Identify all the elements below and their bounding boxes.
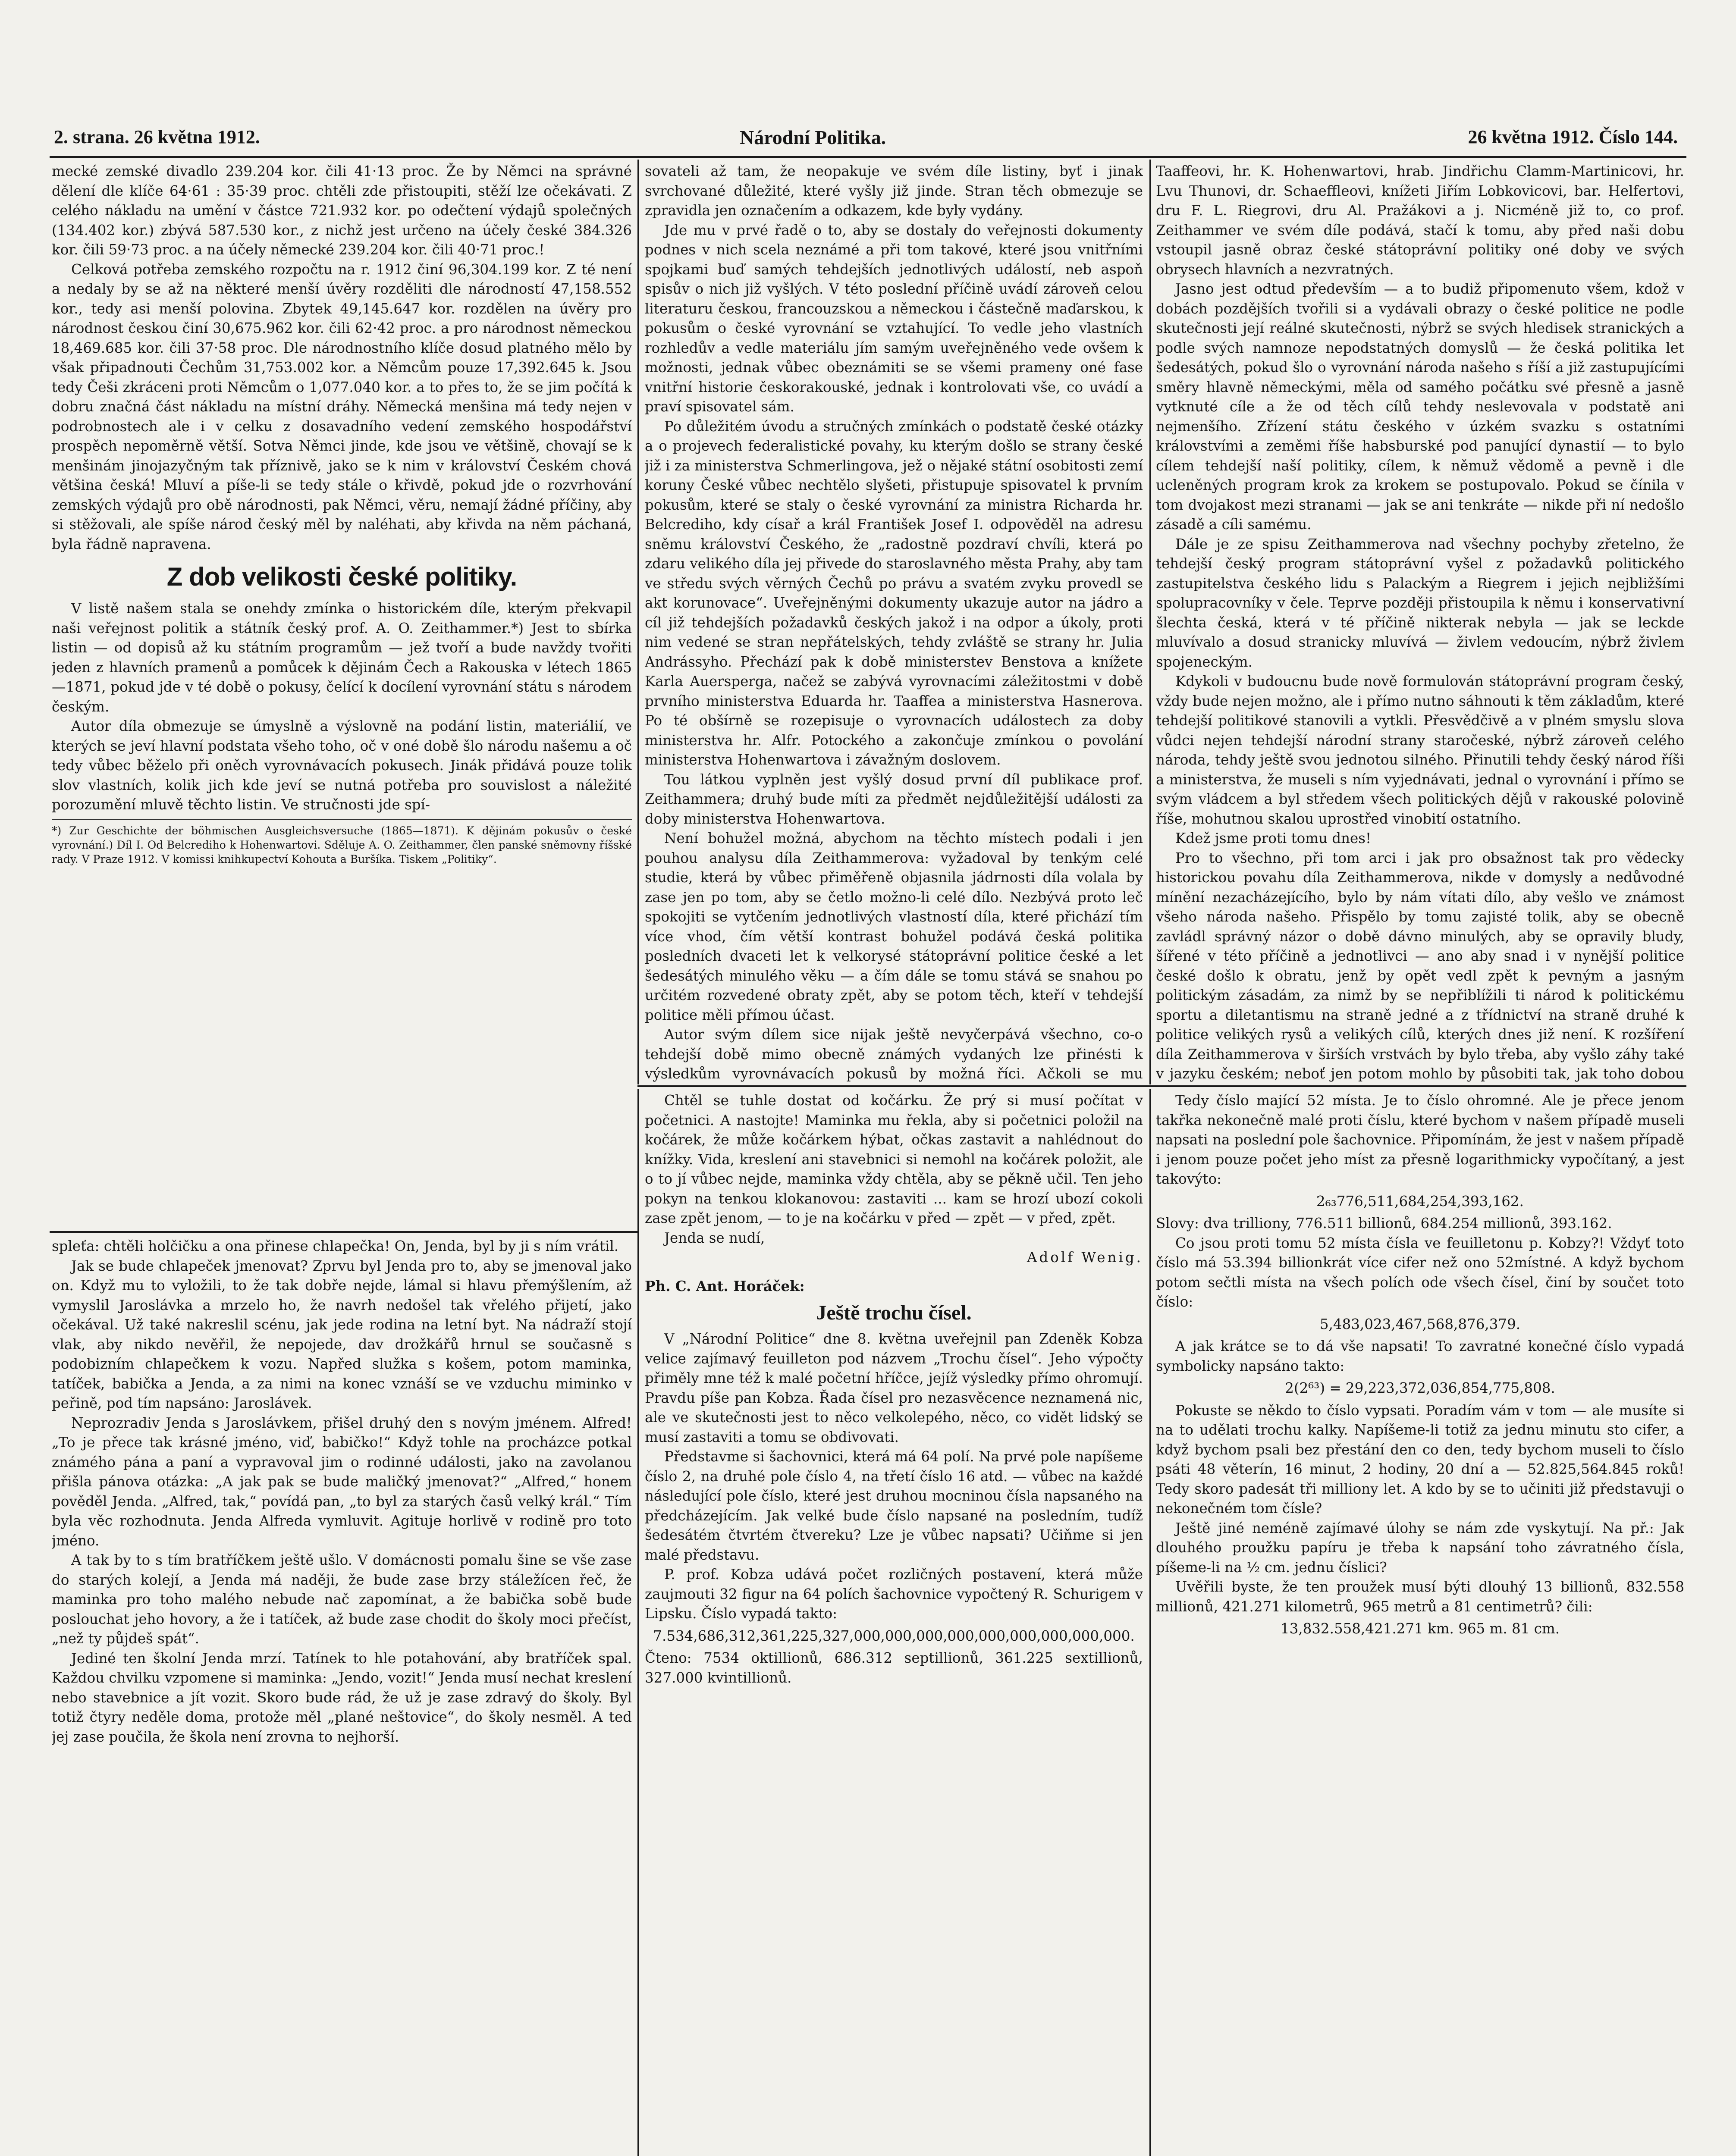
article-headline: Z dob velikosti české politiky. [166, 562, 517, 591]
author-signature: Adolf Wenig. [1027, 1249, 1143, 1266]
paragraph: Představme si šachovnici, která má 64 polí. Na prvé pole napíšeme číslo 2, na druhé pole číslo 4, na třetí číslo 16 atd. — vůbec na každé následující pole číslo, které jest druhou mocninou čísla napsaného na předcházejícím. Jak velké bude číslo napsané na posledním, tudíž šedesátém čtvrtém čtvereku? Lze je vůbec napsati? Učiňme si jen malé představu. [645, 1448, 1143, 1563]
paragraph: Kdykoli v budoucnu bude nově formulován státoprávní program český, vždy bude nejen možno, ale i přímo nutno sáhnouti k těm základům, které tehdejší politikové stanovili a vytkli. Přesvědčivě a v plném smyslu slova vůdci nejen tehdejší národní strany staročeské, nýbrž zároveň celého národa, tehdy ještě svou jednotou silného. Přinutili tehdy český národ říši a ministerstva, že museli s ním vyjednávati, jednal o vyrovnání i přímo se svým vládcem a byl středem všech politických dějů v rakouské polovině říše, mohutnou skalou uprostřed vinobití ostatního. [1156, 673, 1684, 827]
paragraph: Dále je ze spisu Zeithammerova nad všechny pochyby zřetelno, že tehdejší český program státoprávní vyšel z požadavků politického zastupitelstva českého lidu s Palackým a Riegrem i jejich nejbližšími spolupracovníky v čele. Teprve později přistoupila k němu i konservativní šlechta česká, která v té příčině nikterak nebyla — jak se leckde mluvívalo a dosud stranicky mluvívá — živlem vedoucím, nýbrž živlem spojeneckým. [1156, 536, 1684, 670]
large-number: 2₆₃776,511,684,254,393,162. [1316, 1193, 1524, 1210]
paragraph: mecké zemské divadlo 239.204 kor. čili 41·13 proc. Že by Němci na správné dělení dle klíče 64·61 : 35·39 proc. chtěli zde přistoupiti, stěží lze očekávati. Z celého nákladu na umění v částce 721.932 kor. po odečtení výdajů společných (134.402 kor.) zbývá 587.530 kor., z nichž jest určeno na účely české 384.326 kor. čili 59·73 proc. a na účely německé 239.204 kor. čili 40·71 proc.! [52, 163, 632, 258]
paragraph: Není bohužel možná, abychom na těchto místech podali i jen pouhou analysu díla Zeithammerova: vyžadoval by tenkým celé studie, která by vůbec přiměřeně objasnila jádrnosti díla volala by zase jen po tom, aby se četlo možno-li celé dílo. Nezbývá proto leč spokojiti se vytčením jednotlivých vlastností díla, které přichází tím více vhod, čím větší kontrast bohužel podává česká politika posledních dvaceti let k velkorysé státoprávní politice české a let šedesátých minulého věku — a čím dále se tomu stává se snahou po určitém rozvedené obraty zpět, aby se potom těch, kteří v tehdejší politice měli přímou účast. [645, 830, 1143, 1023]
header-date-issue: 26 května 1912. Číslo 144. [1468, 126, 1678, 147]
paragraph: Tedy číslo mající 52 místa. Je to číslo ohromné. Ale je přece jenom takřka nekonečně malé proti číslu, které bychom v našem případě museli napsati na poslední pole šachovnice. Připomínám, že jest v našem případě i jenom pouze počet jeho míst za přesně logarithmicky vypočítaný, a jest takovýto: [1156, 1092, 1684, 1187]
article-headline: Ještě trochu čísel. [816, 1301, 972, 1324]
paragraph: Slovy: dva trilliony, 776.511 billionů, 684.254 millionů, 393.162. [1156, 1215, 1612, 1232]
paragraph: Pro to všechno, při tom arci i jak pro obsažnost tak pro vědecky historickou povahu díla Zeithammerova, nikde v domysly a nedůvodné mínění nezacházejícího, bylo by nám vítati dílo, aby vešlo ve známost všeho národa našeho. Přispělo by tomu zajisté tolik, aby se obecně zavládl správný názor o době dávno minulých, aby se opravily bludy, šířené v této příčině a jednotlivci — ano aby snad i v nynější politice české došlo k obratu, jenž by opět vedl zpět k pevným a jasným politickým zásadám, za nimž by se nepřiblížili ti národ k politickému sportu a diletantismu na straně jedné a z třídnictví na straně druhé k politice velikých rysů a velikých cílů, kterých dnes již není. K rozšíření díla Zeithammerova v širších vrstvách by bylo třeba, aby vyšlo záhy také v jazyku českém; neboť jen potom mohlo by působiti tak, jak toho dobou [1156, 849, 1684, 1082]
paragraph: V „Národní Politice“ dne 8. května uveřejnil pan Zdeněk Kobza velice zajímavý feuilleton pod názvem „Trochu čísel“. Jeho výpočty přiměly mne též k malé početní hříčce, jejíž výsledky přímo ohromují. Pravdu píše pan Kobza. Řada čísel pro nezasvěcence neznamená nic, ale ve skutečnosti jest to něco velkolepého, něco, co vidět lidský se musí zastaviti a tomu se obdivovati. [645, 1331, 1143, 1445]
section-rule [50, 1231, 637, 1233]
author-byline: Ph. C. Ant. Horáček: [645, 1277, 805, 1294]
header-masthead: Národní Politika. [740, 126, 886, 148]
paragraph: V listě našem stala se onehdy zmínka o historickém díle, kterým překvapil naši veřejnost politik a státník český prof. A. O. Zeithammer.*) Jest to sbírka listin — od dopisů až ku státním programům — jež tvoří a bude navždy tvořiti jeden z hlavních pramenů a pomůcek k dějinám Čech a Rakouska v létech 1865—1871, pokud jde v té době o pokusy, čelící k docílení vyrovnání státu s národem českým. [52, 600, 632, 715]
header-page-date: 2. strana. 26 května 1912. [54, 126, 260, 147]
large-number: 5,483,023,467,568,876,379. [1319, 1316, 1521, 1332]
paragraph: Jediné ten školní Jenda mrzí. Tatínek to hle potahování, aby bratříček spal. Každou chvilku vzpomene si maminka: „Jendo, vozit!“ Jenda musí nechat kreslení nebo stavebnice a jít vozit. Skoro bude rád, že už je zase zdravý do školy. Byl totiž čtyry neděle doma, protože měl „plané neštovice“, do školy nesměl. A ted jej zase poučila, že škola není zrovna to nejhorší. [52, 1650, 632, 1745]
column-rule [1149, 1089, 1151, 2156]
paragraph: Autor díla obmezuje se úmyslně a výslovně na podání listin, materiálií, ve kterých se jeví hlavní podstata všeho toho, oč v oné době šlo národu našemu a oč tedy vůbec běželo při oněch vyrovnávacích pokusech. Jinák přidává pouze tolik slov vlastních, kolik jich kde jeví se nutná potřeba pro souvislost a náležité porozumění mluvě těchto listin. Ve stručnosti jde spí- [52, 718, 632, 813]
paragraph: sovateli až tam, že neopakuje ve svém díle listiny, byť i jinak svrchované důležité, které vyšly již jinde. Stran těch obmezuje se zpravidla jen označením a odkazem, kde byly vydány. [645, 163, 1143, 219]
paragraph: Jenda se nudí, [664, 1229, 765, 1246]
paragraph: Jasno jest odtud především — a to budiž připomenuto všem, kdož v dobách pozdějších tvořili si a vydávali obrazy o české politice ne podle skutečnosti její reálné skutečnosti, nýbrž se svých hledisek stranických a podle svých namnoze nepodstatných domyslů — že česká politika let šedesátých, pokud šlo o vyrovnání národa našeho s říší a již zastupujícími směry hlavně německými, měla od samého počátku své přesně a jasně vytknuté cíle a že od těch cílů tehdy neslevovala v podstatě ani nejmenšího. Zřízení státu českého v úzkém svazku s ostatními královstvími a zeměmi říše habsburské pod panující dynastií — to bylo cílem tehdejší naší politiky, cílem, k němuž vědomě a pevně i dle ucleněných program krok za krokem se postupovalo. Pokud se čínila v tom dvojakost mezi stranami — jak se ani tenkráte — nikde při ní nedošlo zásadě a cíli samému. [1156, 281, 1684, 533]
feuilleton-left [52, 1237, 632, 2156]
large-number: 13,832.558,421.271 km. 965 m. 81 cm. [1280, 1620, 1560, 1637]
large-number: 7.534,686,312,361,225,327,000,000,000,000,000,000,000,000,000. [653, 1627, 1135, 1644]
paragraph: Celková potřeba zemského rozpočtu na r. 1912 činí 96,304.199 kor. Z té není a nedaly by se až na některé menší úvěry rozděliti dle národností 47,158.552 kor., tedy asi menší polovina. Zbytek 49,145.647 kor. rozdělen na úvěry pro národnost českou činí 30,675.962 kor. čili 62·42 proc. a pro národnost německou 18,469.685 kor. čili 37·58 proc. Dle národnostního klíče dosud platného mělo by však připadnouti Čechům 31,753.002 kor. a Němcům pouze 17,392.645 k. Jsou tedy Češi zkráceni proti Němcům o 1,077.040 kor. a to přes to, že se jim počítá k dobru značná část nákladu na místní dráhy. Německá menšina má tedy nejen v podrobnostech ale i v celku z dosavadního vedení zemského hospodářství prospěch nepoměrně větší. Sotva Němci jinde, kde jsou ve většině, chovají se k menšinám jinojazyčným tak příznivě, jako se k nim v království Českém chová většina česká! Mluví a píše-li se tedy stále o křivdě, pokud jde o rozvrhování zemských výdajů pro obě národnosti, pak Němci, věru, nemají žádné příčiny, aby si stěžovali, ale spíše národ český měl by naléhati, aby křivda na něm páchaná, byla řádně napravena. [52, 261, 632, 552]
feuilleton-right [1156, 1091, 1684, 2156]
footnote: *) Zur Geschichte der böhmischen Ausgleichsversuche (1865—1871). K dějinám pokusův o české vyrovnání.) Díl I. Od Belcrediho k Hohenwartovi. Sdělujе A. O. Zeithammer, člen panské sněmovny říšské rady. V Praze 1912. V komissi knihkupectví Kohouta a Buršíka. Tiskem „Politiky“. [52, 819, 632, 866]
paragraph: Pokuste se někdo to číslo vypsati. Poradím vám v tom — ale musíte si na to udělati trochu kalky. Napíšeme-li totiž za jednu minutu sto cifer, a když bychom psali bez přestání den co den, tedy bychom museli to číslo psáti 48 věterín, 16 minut, 2 hodiny, 20 dní a — 52.825,564.845 roků! Tedy skoro padesát tři milliony let. A kdo by se to učiniti již představuji o nekonečném tom čísle? [1156, 1402, 1684, 1517]
paragraph: P. prof. Kobza udává počet rozličných postavení, která může zaujmouti 32 figur na 64 polích šachovnice vypočtený R. Schurigem v Lipsku. Číslo vypadá takto: [645, 1566, 1143, 1622]
paragraph: Jde mu v prvé řadě o to, aby se dostaly do veřejnosti dokumenty podnes v nich scela neznámé a při tom takové, které jsou vnitřními spojkami buď samých tehdejších jednotlivých událostí, neb aspoň spisův o nich již vyšlých. V této poslední příčině uvádí zároveň celou literaturu českou, francouzskou a německou i částečně maďarskou, k pokusům o české vyrovnání se vztahující. To vedle jeho vlastních rozhledův a vedle materiálu jím samým uveřejněného vede ovšem k možnosti, jednak vůbec obeznámiti se se všemi prameny oné fase vnitřní historie českorakouské, jednak i kontrolovati vše, co uvádí a praví spisovatel sám. [645, 222, 1143, 415]
paragraph: Autor svým dílem sice nijak ještě nevyčerpává všechno, co-o tehdejší době mimo obecně známých vydaných lze přinésti k výsledkům vyrovnávacích pokusů by možná říci. Ačkoli se mu [645, 1026, 1143, 1082]
column-rule [1149, 160, 1151, 1084]
paragraph: Co jsou proti tomu 52 místa čísla ve feuilletonu p. Kobzy?! Vždyť toto číslo má 53.394 billionkrát více cifer než ono 52místné. A když bychom potom sečtli místa na všech polích ode všech čísel, činí by součet toto číslo: [1156, 1235, 1684, 1310]
paragraph: Jak se bude chlapeček jmenovat? Zprvu byl Jenda pro to, aby se jmenoval jako on. Když mu to vyložili, to že tak dobře nejde, lámal si hlavu přemýšlením, až vymyslil Jaroslávka a mrzelo ho, že navrh nedošel tak vřelého přijetí, jako očekával. Už také nakreslil scénu, jak jede rodina na letní byt. Na nádraží stojí vlak, aby nikdo nevěřil, že nepojede, dav drožkářů hrnul se současně s podobizním chlapečkem k vozu. Napřed služka s košem, potom maminka, tatíček, babička a Jenda, a za nimi na konec vznáší se ve vzduchu miminko v peřině, pod tím napsáno: Jaroslávek. [52, 1257, 632, 1411]
column-1 [52, 162, 632, 1227]
paragraph: Tou látkou vyplněn jest vyšlý dosud první díl publikace prof. Zeithammera; druhý bude míti za předmět nejdůležitější události za doby ministerstva Hohenwartova. [645, 771, 1143, 827]
paragraph: A jak krátce se to dá vše napsati! To zavratné konečné číslo vypadá symbolicky napsáno takto: [1156, 1338, 1684, 1374]
paragraph: Ještě jiné neméně zajímavé úlohy se nám zde vyskytují. Na př.: Jak dlouhého proužku papíru je třeba k napsání toho závratného čísla, píšeme-li na ½ cm. jednu číslici? [1156, 1520, 1684, 1576]
section-rule [637, 1085, 1686, 1087]
paragraph: Taaffeovi, hr. K. Hohenwartovi, hrab. Jindřichu Clamm-Martinicovi, hr. Lvu Thunovi, dr. Schaeffleovi, knížeti Jiřím Lobkovicovi, bar. Helfertovi, dru F. L. Riegrovi, dru Al. Pražákovi a j. Nicméně již to, co prof. Zeithammer ve svém díle podává, stačí k tomu, aby před naši dobu vstoupil jasně obraz české státoprávní politiky oné doby ve svých obrysech hlavních a nezvratných. [1156, 163, 1684, 278]
header-rule [50, 156, 1686, 158]
paragraph: Chtěl se tuhle dostat od kočárku. Že prý si musí počítat v početnici. A nastojte! Maminka mu řekla, aby si početnici položil na kočárek, že může kočárkem hýbat, očkas zastavit a nahlédnout do knížky. Vida, kreslení ani stavebnici si nemohl na kočárek položit, ale o to jí vůbec nejde, maminka vždy chtěla, aby se pěkně učil. Ten jeho pokyn na tenkou klokanovou: zastaviti ... kam se hrozí ubozí cokoli zase zpět jenom, — to je na kočárku v před — zpět — v před, zpět. [645, 1092, 1143, 1226]
column-rule [637, 160, 639, 1084]
column-rule [637, 1089, 639, 2156]
paragraph: spleťa: chtěli holčičku a ona přinese chlapečka! On, Jenda, byl by ji s ním vrátil. [52, 1238, 619, 1254]
feuilleton-middle [645, 1091, 1143, 2156]
paragraph: Po důležitém úvodu a stručných zmínkách o podstatě české otázky a o projevech federalistické povahy, ku kterým došlo se strany české již i za ministerstva Schmerlingova, jež o nějaké státní osobitosti zemí koruny České vůbec nechtělo slyšeti, přistupuje spisovatel k prvním pokusům, které se staly o české vyrovnání za ministra Richarda hr. Belcrediho, kdy císař a král František Josef I. odpověděl na adresu sněmu království Českého, že „radostně pozdraví chvíli, která po zdaru velikého díla jej přivede do staroslavného města Prahy, aby tam ve středu svých věrných Čechů po právu a svatém zvyku provedl se akt korunovace“. Uveřejněnými dokumenty ukazuje autor na jádro a cíl již tehdejších požadavků českých jakož i na odpor a úkoly, proti nim vedené se stran nepřátelských, tehdy zvláště se strany hr. Julia Andrássyho. Přechází pak k době ministerstev Benstova a knížete Karla Auersperga, načež se zabývá vyrovnacími záležitostmi v době prvního ministerstva Eduarda hr. Taaffea a ministerstva Hasnerova. Po té obšírně se rozepisuje o vyrovnacích událostech za doby ministerstva hr. Alfr. Potockého a zakončuje zmínkou o povolání ministerstva Hohenwartova i závažným doslovem. [645, 418, 1143, 768]
page-header [50, 122, 1686, 156]
column-2 [645, 162, 1143, 1082]
paragraph: Neprozradiv Jenda s Jaroslávkem, přišel druhý den s novým jménem. Alfred! „To je přece tak krásné jméno, viď, babičko!“ Když tohle na procházce potkal známého pána a paní a vypravoval jim o rodinné události, jako na zavolanou přišla pánova otázka: „A jak pak se bude maličký jmenovat?“ „Alfred,“ honem pověděl Jenda. „Alfred, tak,“ povídá pan, „to byl za starých časů velký král.“ Tím byla věc rozhodnuta. Jenda Alfreda vymluvit. Agituje horlivě v rodině pro toto jméno. [52, 1414, 632, 1549]
paragraph: A tak by to s tím bratříčkem ještě ušlo. V domácnosti pomalu šine se vše zase do starých kolejí, a Jenda má naději, že bude zase brzy stáležícen řeč, že maminka pro toho malého nebude nač zapomínat, a že babička sobě bude poslouchat jeho hovory, a že i tatíček, až bude zase chodit do školy moci přečíst, „než ty půjdeš spát“. [52, 1552, 632, 1647]
paragraph: Čteno: 7534 oktillionů, 686.312 septillionů, 361.225 sextillionů, 327.000 kvintillionů. [645, 1650, 1143, 1686]
column-3 [1156, 162, 1684, 1082]
paragraph: Uvěřili byste, že ten proužek musí býti dlouhý 13 billionů, 832.558 millionů, 421.271 kilometrů, 965 metrů a 81 centimetrů? čili: [1156, 1579, 1684, 1615]
large-number: 2(2⁶³) = 29,223,372,036,854,775,808. [1285, 1380, 1555, 1396]
paragraph: Kdež jsme proti tomu dnes! [1175, 830, 1372, 846]
